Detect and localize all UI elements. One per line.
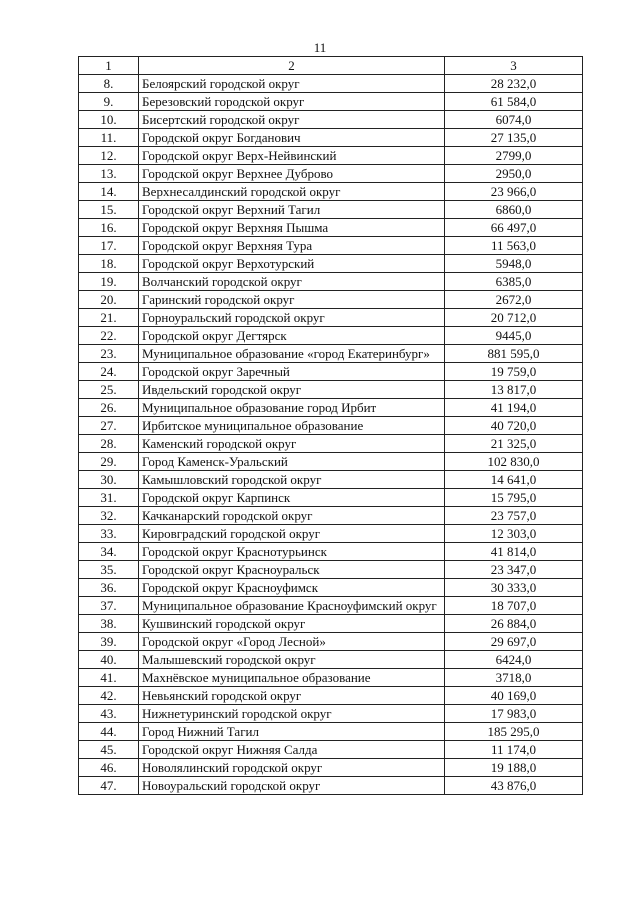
row-number: 25. [79, 381, 139, 399]
header-col-3: 3 [445, 57, 583, 75]
row-amount: 17 983,0 [445, 705, 583, 723]
row-municipality-name: Кушвинский городской округ [139, 615, 445, 633]
row-municipality-name: Муниципальное образование город Ирбит [139, 399, 445, 417]
row-municipality-name: Городской округ Верх-Нейвинский [139, 147, 445, 165]
row-amount: 40 169,0 [445, 687, 583, 705]
row-number: 30. [79, 471, 139, 489]
row-number: 28. [79, 435, 139, 453]
row-amount: 6385,0 [445, 273, 583, 291]
row-municipality-name: Городской округ Краснотурьинск [139, 543, 445, 561]
row-amount: 11 174,0 [445, 741, 583, 759]
row-number: 16. [79, 219, 139, 237]
row-number: 35. [79, 561, 139, 579]
table-row [79, 129, 583, 147]
row-number: 13. [79, 165, 139, 183]
row-amount: 3718,0 [445, 669, 583, 687]
row-municipality-name: Новоуральский городской округ [139, 777, 445, 795]
table-row [79, 201, 583, 219]
row-amount: 61 584,0 [445, 93, 583, 111]
row-amount: 5948,0 [445, 255, 583, 273]
row-number: 19. [79, 273, 139, 291]
row-number: 44. [79, 723, 139, 741]
table-row [79, 525, 583, 543]
row-amount: 43 876,0 [445, 777, 583, 795]
row-municipality-name: Гаринский городской округ [139, 291, 445, 309]
row-number: 11. [79, 129, 139, 147]
table-row [79, 777, 583, 795]
row-amount: 23 347,0 [445, 561, 583, 579]
row-number: 21. [79, 309, 139, 327]
table-row [79, 471, 583, 489]
table-row [79, 399, 583, 417]
row-municipality-name: Городской округ Верхняя Пышма [139, 219, 445, 237]
table-row [79, 687, 583, 705]
row-municipality-name: Волчанский городской округ [139, 273, 445, 291]
table-row [79, 93, 583, 111]
row-amount: 28 232,0 [445, 75, 583, 93]
table-row [79, 165, 583, 183]
row-amount: 185 295,0 [445, 723, 583, 741]
row-amount: 15 795,0 [445, 489, 583, 507]
row-municipality-name: Новолялинский городской округ [139, 759, 445, 777]
row-number: 41. [79, 669, 139, 687]
row-municipality-name: Махнёвское муниципальное образование [139, 669, 445, 687]
row-amount: 6074,0 [445, 111, 583, 129]
table-row [79, 417, 583, 435]
header-col-2: 2 [139, 57, 445, 75]
row-amount: 66 497,0 [445, 219, 583, 237]
municipality-table [78, 56, 583, 795]
row-amount: 41 814,0 [445, 543, 583, 561]
table-row [79, 561, 583, 579]
row-number: 47. [79, 777, 139, 795]
row-number: 27. [79, 417, 139, 435]
table-row [79, 111, 583, 129]
row-amount: 12 303,0 [445, 525, 583, 543]
row-municipality-name: Городской округ Заречный [139, 363, 445, 381]
row-municipality-name: Городской округ Верхнее Дуброво [139, 165, 445, 183]
table-row [79, 381, 583, 399]
row-number: 32. [79, 507, 139, 525]
table-row [79, 759, 583, 777]
row-number: 36. [79, 579, 139, 597]
row-number: 37. [79, 597, 139, 615]
row-number: 17. [79, 237, 139, 255]
row-amount: 23 757,0 [445, 507, 583, 525]
row-number: 18. [79, 255, 139, 273]
table-row [79, 507, 583, 525]
row-amount: 2672,0 [445, 291, 583, 309]
row-number: 39. [79, 633, 139, 651]
table-row [79, 345, 583, 363]
row-amount: 26 884,0 [445, 615, 583, 633]
row-number: 40. [79, 651, 139, 669]
row-number: 22. [79, 327, 139, 345]
table-row [79, 597, 583, 615]
row-municipality-name: Горноуральский городской округ [139, 309, 445, 327]
row-number: 23. [79, 345, 139, 363]
row-municipality-name: Камышловский городской округ [139, 471, 445, 489]
row-amount: 6860,0 [445, 201, 583, 219]
row-amount: 2799,0 [445, 147, 583, 165]
table-row [79, 453, 583, 471]
row-number: 46. [79, 759, 139, 777]
row-municipality-name: Ирбитское муниципальное образование [139, 417, 445, 435]
table-row [79, 219, 583, 237]
row-amount: 9445,0 [445, 327, 583, 345]
table-row [79, 255, 583, 273]
row-municipality-name: Городской округ Верхний Тагил [139, 201, 445, 219]
row-municipality-name: Городской округ Карпинск [139, 489, 445, 507]
row-number: 9. [79, 93, 139, 111]
table-row [79, 237, 583, 255]
row-municipality-name: Город Каменск-Уральский [139, 453, 445, 471]
row-amount: 6424,0 [445, 651, 583, 669]
row-municipality-name: Невьянский городской округ [139, 687, 445, 705]
table-row [79, 543, 583, 561]
table-row [79, 615, 583, 633]
row-amount: 881 595,0 [445, 345, 583, 363]
row-amount: 11 563,0 [445, 237, 583, 255]
table-row [79, 435, 583, 453]
table-row [79, 651, 583, 669]
table-row [79, 723, 583, 741]
row-number: 33. [79, 525, 139, 543]
table-row [79, 183, 583, 201]
row-number: 10. [79, 111, 139, 129]
row-number: 31. [79, 489, 139, 507]
row-number: 14. [79, 183, 139, 201]
row-municipality-name: Город Нижний Тагил [139, 723, 445, 741]
row-municipality-name: Муниципальное образование Красноуфимский округ [139, 597, 445, 615]
row-municipality-name: Городской округ Дегтярск [139, 327, 445, 345]
row-municipality-name: Нижнетуринский городской округ [139, 705, 445, 723]
table-row [79, 309, 583, 327]
row-municipality-name: Качканарский городской округ [139, 507, 445, 525]
row-amount: 21 325,0 [445, 435, 583, 453]
row-municipality-name: Белоярский городской округ [139, 75, 445, 93]
row-municipality-name: Березовский городской округ [139, 93, 445, 111]
row-municipality-name: Городской округ Нижняя Салда [139, 741, 445, 759]
table-row [79, 741, 583, 759]
row-number: 38. [79, 615, 139, 633]
table-row [79, 633, 583, 651]
table-row [79, 291, 583, 309]
row-number: 12. [79, 147, 139, 165]
row-number: 29. [79, 453, 139, 471]
header-col-1: 1 [79, 57, 139, 75]
row-amount: 102 830,0 [445, 453, 583, 471]
table-header-row [79, 57, 583, 75]
row-amount: 19 759,0 [445, 363, 583, 381]
row-municipality-name: Каменский городской округ [139, 435, 445, 453]
row-number: 8. [79, 75, 139, 93]
table-row [79, 705, 583, 723]
row-amount: 20 712,0 [445, 309, 583, 327]
row-amount: 2950,0 [445, 165, 583, 183]
row-amount: 41 194,0 [445, 399, 583, 417]
row-amount: 29 697,0 [445, 633, 583, 651]
table-row [79, 489, 583, 507]
row-amount: 40 720,0 [445, 417, 583, 435]
row-amount: 18 707,0 [445, 597, 583, 615]
table-row [79, 669, 583, 687]
row-number: 42. [79, 687, 139, 705]
row-amount: 27 135,0 [445, 129, 583, 147]
row-municipality-name: Муниципальное образование «город Екатеринбург» [139, 345, 445, 363]
row-amount: 23 966,0 [445, 183, 583, 201]
row-number: 45. [79, 741, 139, 759]
row-municipality-name: Городской округ Богданович [139, 129, 445, 147]
row-municipality-name: Городской округ Красноуфимск [139, 579, 445, 597]
row-number: 20. [79, 291, 139, 309]
row-municipality-name: Городской округ Красноуральск [139, 561, 445, 579]
row-municipality-name: Кировградский городской округ [139, 525, 445, 543]
table-row [79, 273, 583, 291]
row-municipality-name: Верхнесалдинский городской округ [139, 183, 445, 201]
row-amount: 13 817,0 [445, 381, 583, 399]
table-row [79, 75, 583, 93]
row-amount: 30 333,0 [445, 579, 583, 597]
row-number: 15. [79, 201, 139, 219]
row-number: 43. [79, 705, 139, 723]
row-municipality-name: Малышевский городской округ [139, 651, 445, 669]
table-row [79, 327, 583, 345]
row-municipality-name: Бисертский городской округ [139, 111, 445, 129]
row-amount: 19 188,0 [445, 759, 583, 777]
table-row [79, 363, 583, 381]
row-municipality-name: Городской округ «Город Лесной» [139, 633, 445, 651]
row-amount: 14 641,0 [445, 471, 583, 489]
row-municipality-name: Ивдельский городской округ [139, 381, 445, 399]
page-number: 11 [313, 40, 327, 55]
row-municipality-name: Городской округ Верхотурский [139, 255, 445, 273]
row-number: 24. [79, 363, 139, 381]
row-municipality-name: Городской округ Верхняя Тура [139, 237, 445, 255]
table-row [79, 147, 583, 165]
row-number: 34. [79, 543, 139, 561]
table-row [79, 579, 583, 597]
row-number: 26. [79, 399, 139, 417]
